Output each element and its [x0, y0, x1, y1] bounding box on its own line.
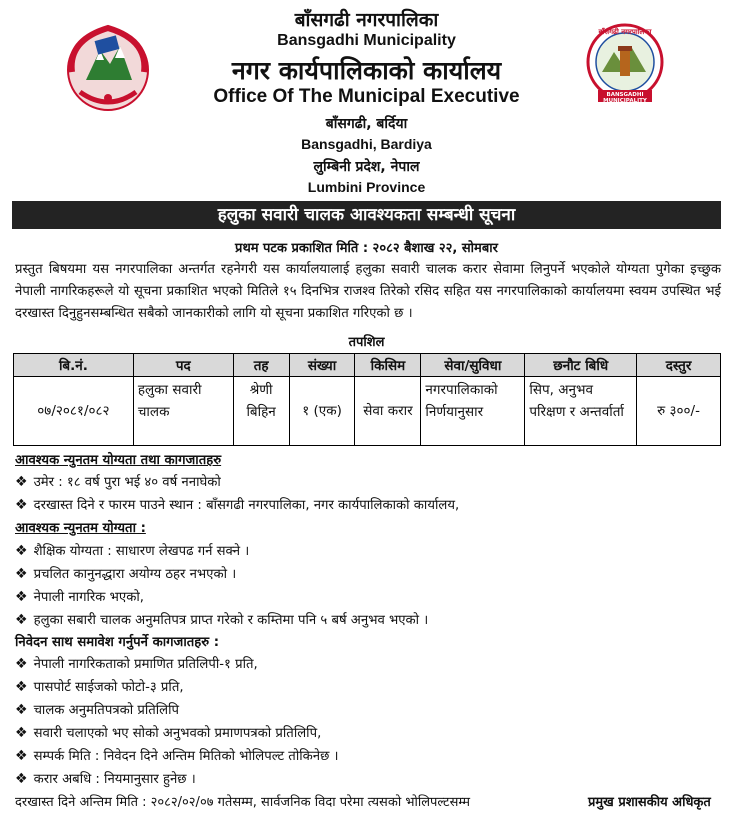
- diamond-bullet-icon: ❖: [15, 679, 28, 695]
- address-en: Bansgadhi, Bardiya: [301, 136, 432, 152]
- address-ne: बाँसगढी, बर्दिया: [325, 116, 408, 132]
- list-item-text: दरखास्त दिने र फारम पाउने स्थान : बाँसगढी नगरपालिका, नगर कार्यपालिकाको कार्यालय,: [33, 498, 460, 513]
- list-item-text: नेपाली नागरिक भएको,: [33, 590, 144, 605]
- cell-post: हलुका सवारी चालक: [133, 377, 233, 446]
- list-item-text: उमेर : १८ वर्ष पुरा भई ४० वर्ष ननाघेको: [33, 475, 221, 490]
- details-table: [13, 353, 721, 446]
- cell-count: १ (एक): [289, 377, 355, 446]
- col-header: छनौट बिधि: [525, 354, 637, 377]
- cell-serial: ०७/२०८१/०८२: [14, 377, 134, 446]
- list-item-text: चालक अनुमतिपत्रको प्रतिलिपि: [33, 703, 180, 718]
- diamond-bullet-icon: ❖: [15, 771, 28, 787]
- section-1-title: आवश्यक न्युनतम योग्यता तथा कागजातहरु: [15, 453, 222, 468]
- cell-facility: नगरपालिकाको निर्णयानुसार: [421, 377, 525, 446]
- list-item: [15, 769, 196, 787]
- list-item: [15, 677, 184, 695]
- cell-selection: सिप, अनुभव परिक्षण र अन्तर्वार्ता: [525, 377, 637, 446]
- province-ne: लुम्बिनी प्रदेश, नेपाल: [313, 159, 420, 175]
- list-item-text: हलुका सबारी चालक अनुमतिपत्र प्राप्त गरेको र कम्तिमा पनि ५ बर्ष अनुभव भएको ।: [33, 613, 429, 628]
- org-name-ne: बाँसगढी नगरपालिका: [294, 9, 439, 31]
- list-item-text: नेपाली नागरिकताको प्रमाणित प्रतिलिपी-१ प्रति,: [33, 657, 258, 672]
- list-item-text: सम्पर्क मिति : निवेदन दिने अन्तिम मितिको भोलिपल्ट तोकिनेछ ।: [33, 749, 339, 764]
- col-header: संख्या: [289, 354, 355, 377]
- office-name-en: Office Of The Municipal Executive: [213, 86, 520, 107]
- notice-title-band: हलुका सवारी चालक आवश्यकता सम्बन्धी सूचना: [12, 201, 721, 229]
- notice-intro: प्रस्तुत बिषयमा यस नगरपालिका अन्तर्गत रहनेगरी यस कार्यालयालाई हलुका सवारी चालक करार सेवामा लिनुपर्ने भएकोले योग्यता पुगेका इच्छुक नेपाली नागरिकहरूले यो सूचना प्रकाशित भएको मितिले १५ दिनभित्र राजश्व तिरेको रसिद सहित यस नगरपालिकाको कार्यालयमा स्वयम उपस्थित भई दरखास्त दिनुहुनसम्बन्धित सबैको जानकारीको लागि यो सूचना प्रकाशित गरिएको छ ।: [15, 262, 721, 321]
- list-item-text: करार अबधि : नियमानुसार हुनेछ ।: [33, 772, 196, 787]
- table-row: [14, 377, 721, 446]
- col-header: किसिम: [355, 354, 421, 377]
- diamond-bullet-icon: ❖: [15, 543, 28, 559]
- diamond-bullet-icon: ❖: [15, 497, 28, 513]
- cell-level: श्रेणी बिहिन: [233, 377, 289, 446]
- list-item: [15, 587, 144, 605]
- right-logo-text-bottom: BANSGADHI MUNICIPALITY: [603, 92, 647, 104]
- list-item: [15, 564, 236, 582]
- diamond-bullet-icon: ❖: [15, 702, 28, 718]
- list-item: [15, 723, 321, 741]
- diamond-bullet-icon: ❖: [15, 589, 28, 605]
- deadline-text: दरखास्त दिने अन्तिम मिति : २०८२/०२/०७ गतेसम्म, सार्वजनिक विदा परेमा त्यसको भोलिपल्टसम्म: [15, 795, 471, 810]
- diamond-bullet-icon: ❖: [15, 474, 28, 490]
- cell-type: सेवा करार: [355, 377, 421, 446]
- list-item: [15, 700, 179, 718]
- col-header: तह: [233, 354, 289, 377]
- diamond-bullet-icon: ❖: [15, 566, 28, 582]
- list-item: [15, 610, 428, 628]
- diamond-bullet-icon: ❖: [15, 748, 28, 764]
- list-item: [15, 654, 258, 672]
- province-en: Lumbini Province: [307, 179, 426, 195]
- col-header: पद: [133, 354, 233, 377]
- right-logo-text-top: बाँसगढी नगरपालिका: [598, 28, 652, 36]
- list-item: [15, 472, 221, 490]
- diamond-bullet-icon: ❖: [15, 656, 28, 672]
- diamond-bullet-icon: ❖: [15, 612, 28, 628]
- col-header: दस्तुर: [637, 354, 721, 377]
- list-item: [15, 746, 339, 764]
- list-item-text: शैक्षिक योग्यता : साधारण लेखपढ गर्न सक्ने ।: [33, 544, 250, 559]
- list-item: [15, 495, 459, 513]
- cell-fee: रु ३००/-: [637, 377, 721, 446]
- list-item: [15, 541, 249, 559]
- col-header: बि.नं.: [14, 354, 134, 377]
- table-caption: तपशिल: [348, 335, 385, 350]
- published-date: प्रथम पटक प्रकाशित मिति : २०८२ बैशाख २२, सोमबार: [235, 241, 498, 256]
- list-item-text: सवारी चलाएको भए सोको अनुभवको प्रमाणपत्रको प्रतिलिपि,: [33, 726, 322, 741]
- org-name-en: Bansgadhi Municipality: [277, 32, 456, 49]
- list-item-text: प्रचलित कानुनद्धारा अयोग्य ठहर नभएको ।: [33, 567, 237, 582]
- diamond-bullet-icon: ❖: [15, 725, 28, 741]
- section-3-title: निवेदन साथ समावेश गर्नुपर्ने कागजातहरु :: [15, 635, 220, 650]
- section-2-title: आवश्यक न्युनतम योग्यता :: [15, 521, 146, 536]
- list-item-text: पासपोर्ट साईजको फोटो-३ प्रति,: [33, 680, 184, 695]
- table-header-row: [14, 354, 721, 377]
- signatory: प्रमुख प्रशासकीय अधिकृत: [588, 795, 711, 810]
- col-header: सेवा/सुविधा: [421, 354, 525, 377]
- office-name-ne: नगर कार्यपालिकाको कार्यालय: [231, 56, 502, 85]
